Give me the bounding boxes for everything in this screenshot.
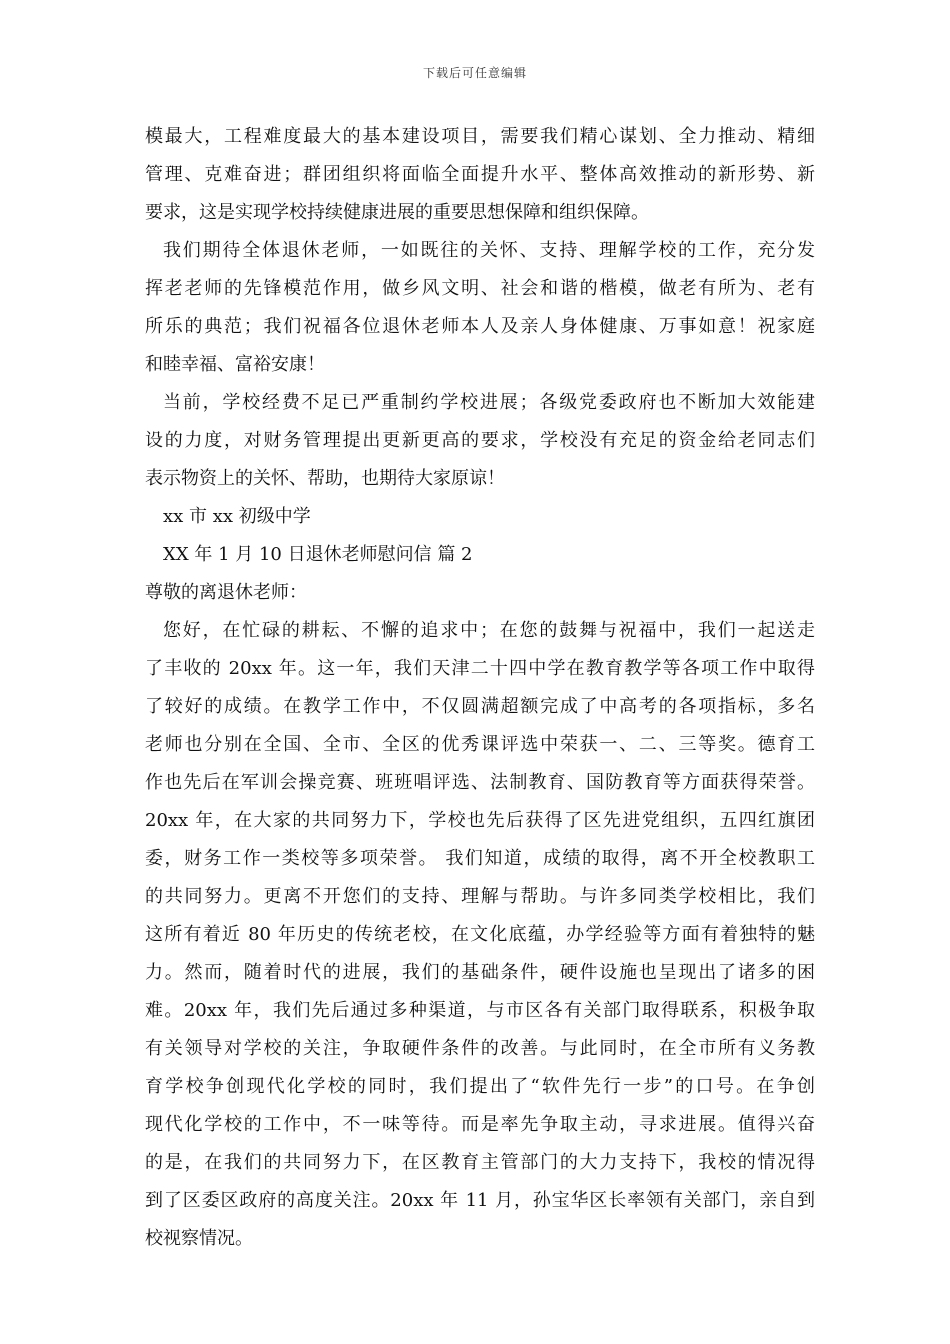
text-line: 这所有着近 80 年历史的传统老校，在文化底蕴，办学经验等方面有着独特的魅: [145, 924, 815, 945]
text-line: 我们期待全体退休老师，一如既往的关怀、支持、理解学校的工作，充分发: [163, 240, 815, 261]
text-line: 您好，在忙碌的耕耘、不懈的追求中；在您的鼓舞与祝福中，我们一起送走: [163, 620, 815, 641]
text-line: 管理、克难奋进；群团组织将面临全面提升水平、整体高效推动的新形势、新: [145, 164, 815, 185]
text-line: 作也先后在军训会操竞赛、班班唱评选、法制教育、国防教育等方面获得荣誉。: [145, 772, 815, 793]
text-line: 现代化学校的工作中，不一味等待。而是率先争取主动，寻求进展。值得兴奋: [145, 1114, 815, 1135]
text-line: 设的力度，对财务管理提出更新更高的要求，学校没有充足的资金给老同志们: [145, 430, 815, 451]
text-line: 尊敬的离退休老师：: [145, 582, 307, 603]
text-line: 了丰收的 20xx 年。这一年，我们天津二十四中学在教育教学等各项工作中取得: [145, 658, 815, 679]
text-line: 了较好的成绩。在教学工作中，不仅圆满超额完成了中高考的各项指标，多名: [145, 696, 815, 717]
text-line: 力。然而，随着时代的进展，我们的基础条件，硬件设施也呈现出了诸多的困: [145, 962, 815, 983]
text-line: 育学校争创现代化学校的同时，我们提出了“软件先行一步”的口号。在争创: [145, 1076, 815, 1097]
text-line: 到了区委区政府的高度关注。20xx 年 11 月，孙宝华区长率领有关部门，亲自到: [145, 1190, 815, 1211]
text-line: 20xx 年，在大家的共同努力下，学校也先后获得了区先进党组织，五四红旗团: [145, 810, 815, 831]
text-line: XX 年 1 月 10 日退休老师慰问信 篇 2: [163, 544, 473, 565]
text-line: 表示物资上的关怀、帮助，也期待大家原谅！: [145, 468, 505, 489]
document-body: [145, 118, 815, 1258]
text-line: 所乐的典范；我们祝福各位退休老师本人及亲人身体健康、万事如意！祝家庭: [145, 316, 815, 337]
text-line: 模最大，工程难度最大的基本建设项目，需要我们精心谋划、全力推动、精细: [145, 126, 815, 147]
text-line: 要求，这是实现学校持续健康进展的重要思想保障和组织保障。: [145, 202, 649, 223]
text-line: 的共同努力。更离不开您们的支持、理解与帮助。与许多同类学校相比，我们: [145, 886, 815, 907]
page-header: 下载后可任意编辑: [422, 66, 527, 80]
text-line: 老师也分别在全国、全市、全区的优秀课评选中荣获一、二、三等奖。德育工: [145, 734, 815, 755]
text-line: 有关领导对学校的关注，争取硬件条件的改善。与此同时，在全市所有义务教: [145, 1038, 815, 1059]
text-line: 当前，学校经费不足已严重制约学校进展；各级党委政府也不断加大效能建: [163, 392, 815, 413]
text-line: 难。20xx 年，我们先后通过多种渠道，与市区各有关部门取得联系，积极争取: [145, 1000, 815, 1021]
text-line: 委，财务工作一类校等多项荣誉。 我们知道，成绩的取得，离不开全校教职工: [145, 848, 815, 869]
text-line: 挥老老师的先锋模范作用，做乡风文明、社会和谐的楷模，做老有所为、老有: [145, 278, 815, 299]
text-line: 校视察情况。: [145, 1228, 253, 1249]
text-line: xx 市 xx 初级中学: [163, 506, 311, 527]
text-line: 和睦幸福、富裕安康！: [145, 354, 325, 375]
text-line: 的是，在我们的共同努力下，在区教育主管部门的大力支持下，我校的情况得: [145, 1152, 815, 1173]
